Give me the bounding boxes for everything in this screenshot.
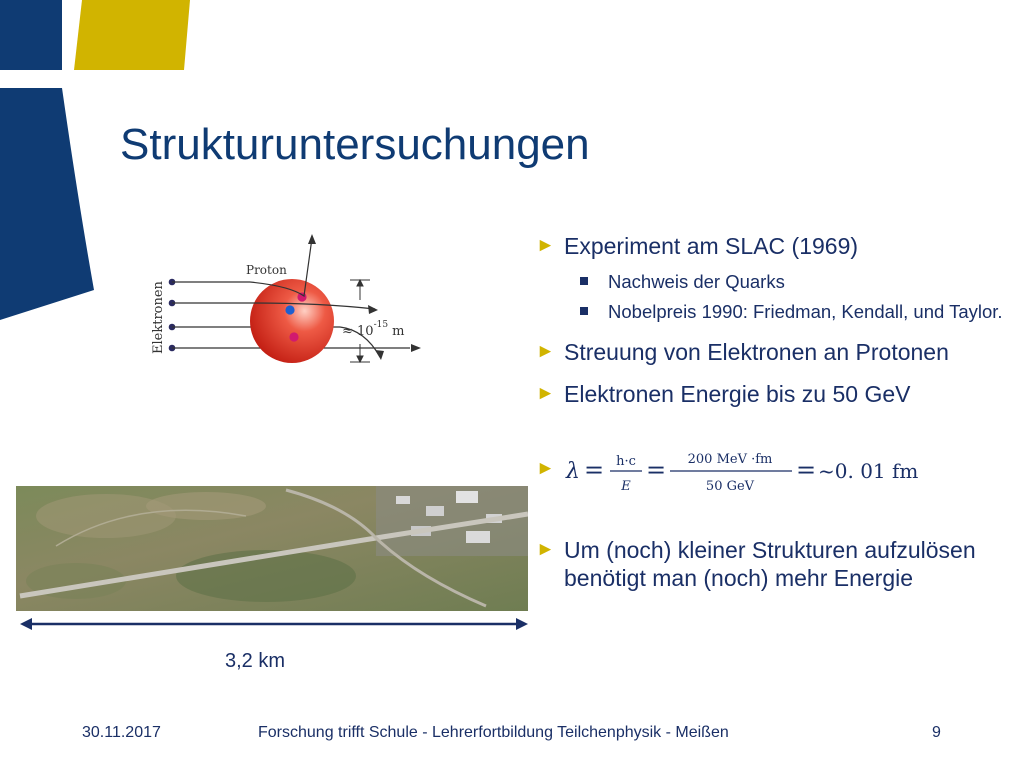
formula-result: ~0. 01 fm [818, 459, 919, 483]
bullet-text: Elektronen Energie bis zu 50 GeV [564, 381, 911, 408]
bullet-list [536, 536, 1006, 602]
square-bullet-icon [580, 277, 588, 285]
sub-list-item [536, 270, 1006, 294]
list-item [536, 338, 1006, 366]
arrow-bullet-icon: ► [536, 341, 555, 363]
bullet-text: Streuung von Elektronen an Protonen [564, 339, 949, 366]
bullet-list [536, 232, 1006, 418]
equals-sign: = [796, 456, 817, 484]
blue-curved-shape [0, 88, 94, 320]
formula-graphic [564, 448, 964, 500]
up-quark [297, 292, 306, 301]
slide-title: Strukturuntersuchungen [120, 120, 590, 169]
scale-label: 3,2 km [225, 650, 286, 672]
proton-scattering-diagram [140, 226, 440, 371]
bullet-text: Nobelpreis 1990: Friedman, Kendall, und Taylor. [608, 301, 1003, 323]
list-item [536, 536, 1006, 592]
sub-list-item [536, 300, 1006, 324]
scale-arrow [20, 616, 530, 632]
arrow-bullet-icon: ► [536, 235, 555, 256]
square-bullet-icon [580, 307, 588, 315]
list-item [536, 380, 1006, 408]
slac-aerial-photo [16, 486, 528, 611]
arrow-bullet-icon: ► [536, 539, 555, 560]
bullet-text: Um (noch) kleiner Strukturen aufzulösen benötigt man (noch) mehr Energie [564, 537, 976, 592]
arrow-bullet-icon: ► [536, 383, 555, 405]
lambda-symbol: λ [566, 459, 580, 484]
blue-square [0, 0, 62, 70]
proton-label: Proton [246, 263, 287, 277]
arrowhead [411, 344, 421, 352]
bullet-text: Nachweis der Quarks [608, 271, 785, 293]
list-item [536, 232, 1006, 260]
footer-date: 30.11.2017 [82, 724, 161, 741]
footer-title: Forschung trifft Schule - Lehrerfortbildung Teilchenphysik - Meißen [258, 724, 729, 741]
gold-parallelogram [74, 0, 190, 70]
fraction-denominator: E [621, 479, 631, 494]
size-marker [350, 280, 370, 362]
electrons-axis-label: Elektronen [151, 281, 166, 354]
page-number: 9 [932, 724, 941, 741]
arrowhead [368, 305, 378, 314]
size-label: ≈ $10^{-15}$ m [342, 320, 405, 339]
equals-sign: = [646, 456, 667, 484]
up-quark [289, 332, 298, 341]
fraction-denominator: 50 GeV [705, 479, 755, 494]
arrowhead [375, 350, 384, 360]
fraction-numerator: 200 MeV ·fm [687, 452, 773, 467]
bullet-text: Experiment am SLAC (1969) [564, 233, 859, 259]
proton-sphere [250, 279, 334, 363]
equals-sign: = [584, 456, 605, 484]
fraction-numerator: h·c [616, 454, 636, 469]
arrowhead [308, 234, 316, 244]
arrow-bullet-icon: ► [536, 458, 555, 479]
down-quark [285, 305, 294, 314]
